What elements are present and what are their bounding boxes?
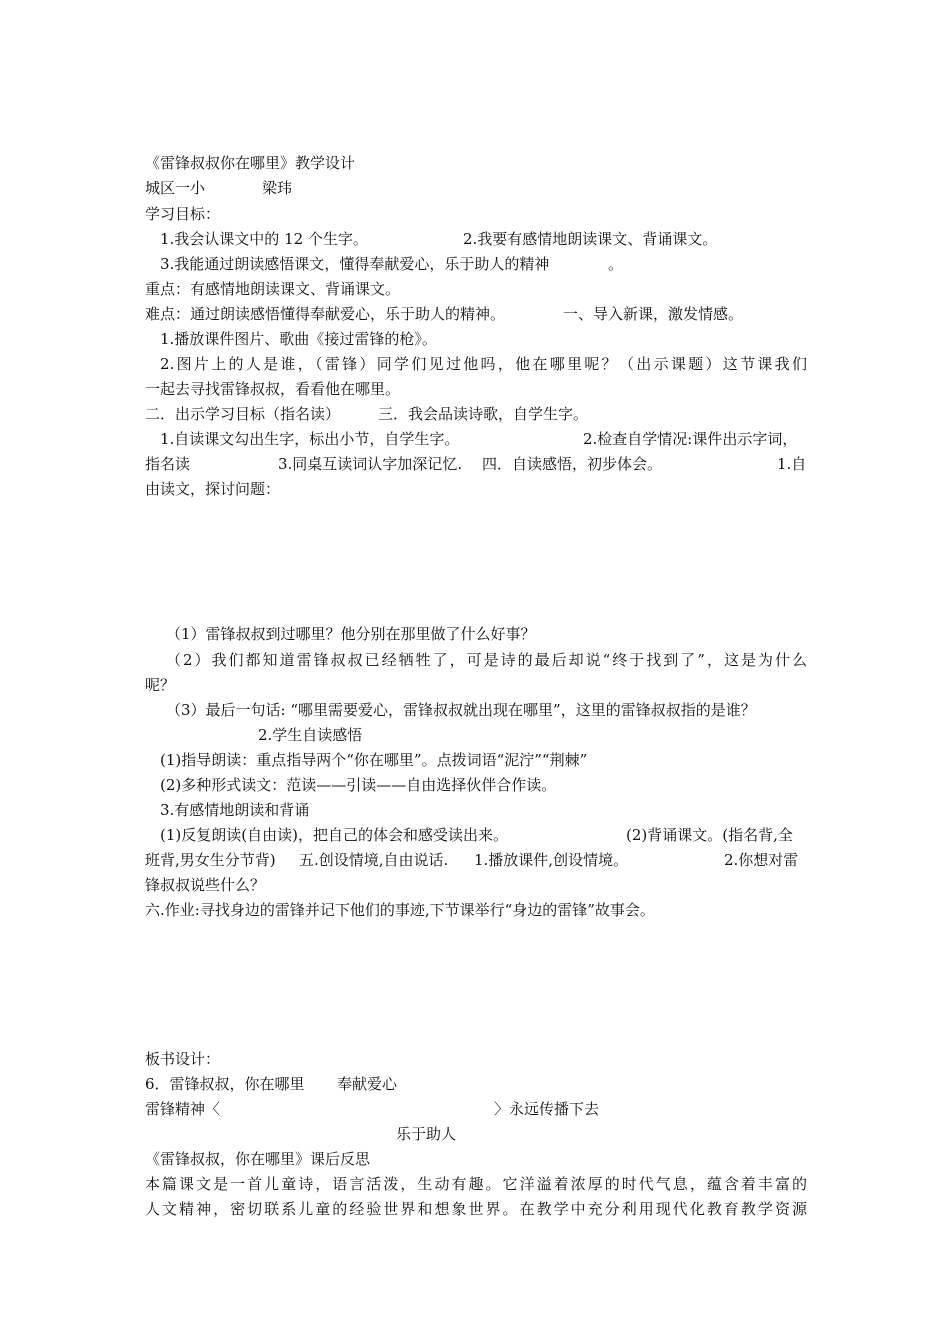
section-5-step-2: 2.你想对雷 [724,851,799,869]
difficulty: 难点：通过朗读感悟懂得奉献爱心，乐于助人的精神。 [145,305,506,323]
section-1-heading: 一、导入新课，激发情感。 [563,305,744,323]
step-3-recite: 3.有感情地朗读和背诵 [160,801,310,819]
board-spirit-left: 雷锋精神〈 [145,1100,221,1118]
recite-memorize: (2)背诵课文。(指名背,全 [626,826,793,844]
author-name: 梁玮 [262,179,293,197]
recite-repeat-reading: (1)反复朗读(自由读)，把自己的体会和感受读出来。 [160,826,508,844]
step-2-self-reading: 2.学生自读感悟 [258,726,363,744]
reflection-title: 《雷锋叔叔，你在哪里》课后反思 [145,1150,371,1168]
question-3: （3）最后一句话: “哪里需要爱心，雷锋叔叔就出现在哪里”，这里的雷锋叔叔指的是谁？ [166,701,756,719]
section-4-step-1-cont: 由读文，探讨问题： [145,480,281,498]
question-1: （1）雷锋叔叔到过哪里？他分别在那里做了什么好事？ [166,625,536,643]
section-2-heading: 二．出示学习目标（指名读） [145,405,341,423]
section-5-step-2-cont: 锋叔叔说些什么？ [145,876,266,894]
question-2-line-1: （2）我们都知道雷锋叔叔已经牺牲了，可是诗的最后却说“终于找到了”，这是为什么 [166,651,807,669]
section-5-step-1: 1.播放课件,创设情境。 [474,851,629,869]
section-5-heading: 五.创设情境,自由说话. [299,851,449,869]
intro-step-1: 1.播放课件图片、歌曲《接过雷锋的枪》。 [160,330,437,348]
objective-3: 3.我能通过朗读感悟课文，懂得奉献爱心，乐于助人的精神 [160,255,550,273]
board-helpful: 乐于助人 [396,1125,457,1143]
board-spirit-right: 〉永远传播下去 [494,1100,600,1118]
section-4-heading: 四．自读感悟，初步体会。 [482,455,663,473]
question-2-line-2: 呢？ [145,676,176,694]
key-focus: 重点：有感情地朗读课文、背诵课文。 [145,280,401,298]
objective-2: 2.我要有感情地朗读课文、背诵课文。 [463,230,718,248]
selfstudy-step-1: 1.自读课文勾出生字，标出小节，自学生字。 [160,430,460,448]
objective-3-end: 。 [608,255,624,273]
board-line-title: 6．雷锋叔叔，你在哪里 [145,1075,305,1093]
objectives-heading: 学习目标： [145,205,221,223]
intro-step-2-line-2: 一起去寻找雷锋叔叔，看看他在哪里。 [145,380,401,398]
board-design-heading: 板书设计： [145,1050,221,1068]
section-3-heading: 三．我会品读诗歌，自学生字。 [378,405,589,423]
reading-guide-1: (1)指导朗读：重点指导两个“你在哪里”。点拨词语“泥泞”“荆棘” [160,751,588,769]
section-4-step-1: 1.自 [777,455,807,473]
reflection-line-1: 本篇课文是一首儿童诗，语言活泼，生动有趣。它洋溢着浓厚的时代气息，蕴含着丰富的 [145,1175,807,1193]
document-title: 《雷锋叔叔你在哪里》教学设计 [145,154,356,172]
board-devote-love: 奉献爱心 [337,1075,398,1093]
recite-memorize-cont: 班背,男女生分节背) [145,851,276,869]
selfstudy-named-reading: 指名读 [145,455,191,473]
intro-step-2-line-1: 2.图片上的人是谁，（雷锋）同学们见过他吗，他在哪里呢？（出示课题）这节课我们 [160,355,807,373]
reading-guide-2: (2)多种形式读文：范读——引读——自由选择伙伴合作读。 [160,776,557,794]
objective-1: 1.我会认课文中的 12 个生字。 [160,230,368,248]
reflection-line-2: 人文精神，密切联系儿童的经验世界和想象世界。在教学中充分利用现代化教育教学资源 [145,1200,807,1218]
selfstudy-step-2: 2.检查自学情况:课件出示字词， [583,430,798,448]
selfstudy-step-3: 3.同桌互读词认字加深记忆. [278,455,463,473]
homework: 六.作业:寻找身边的雷锋并记下他们的事迹,下节课举行“身边的雷锋”故事会。 [145,901,655,919]
school-name: 城区一小 [145,179,206,197]
